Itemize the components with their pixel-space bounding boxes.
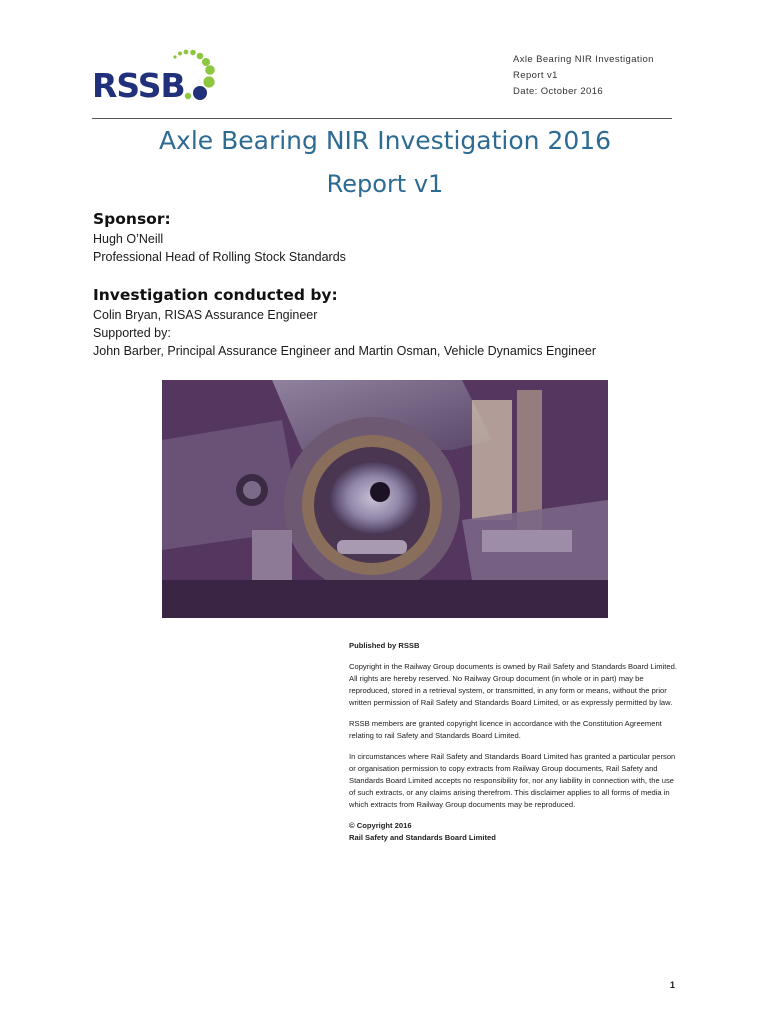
rssb-logo xyxy=(92,48,222,110)
published-by: Published by RSSB xyxy=(349,641,420,650)
copyright-year: © Copyright 2016 xyxy=(349,821,412,830)
company-name: Rail Safety and Standards Board Limited xyxy=(349,833,496,842)
document-title: Axle Bearing NIR Investigation 2016 xyxy=(158,126,612,155)
supporters-text: John Barber, Principal Assurance Engineer and Martin Osman, Vehicle Dynamics Engineer xyxy=(93,344,597,358)
header-title: Axle Bearing NIR Investigation xyxy=(513,54,654,65)
publication-notice xyxy=(349,640,679,844)
axle-bearing-image xyxy=(162,380,608,618)
sponsor-heading: Sponsor: xyxy=(93,210,171,228)
document-header-meta xyxy=(513,52,654,100)
supported-by-label: Supported by: xyxy=(93,326,171,340)
header-date: Date: October 2016 xyxy=(513,86,604,97)
logo-dots-icon xyxy=(92,48,222,110)
sponsor-section xyxy=(93,210,346,266)
investigation-heading: Investigation conducted by: xyxy=(93,286,338,304)
copyright-paragraph: Copyright in the Railway Group documents is owned by Rail Safety and Standards Board Limited. All rights are hereby reserved. No Railway Group document (in whole or in part) may be reproduced, stored in a retrieval system, or transmitted, in any form or means, without the prior written permission of Rail Safety and Standards Board Limited, or as expressly permitted by law. xyxy=(349,662,677,707)
investigation-section xyxy=(93,286,596,360)
axle-bearing-photo xyxy=(162,380,608,618)
sponsor-role: Professional Head of Rolling Stock Standards xyxy=(93,250,346,264)
header-divider xyxy=(92,118,672,119)
investigation-lead: Colin Bryan, RISAS Assurance Engineer xyxy=(93,308,318,322)
sponsor-name: Hugh O’Neill xyxy=(93,232,164,246)
document-subtitle: Report v1 xyxy=(326,170,444,198)
members-paragraph: RSSB members are granted copyright licence in accordance with the Constitution Agreement relating to rail Safety and Standards Board Limited. xyxy=(349,719,662,740)
page-number: 1 xyxy=(670,980,676,990)
rssb-logo-text: RSSB xyxy=(92,66,185,105)
circumstances-paragraph: In circumstances where Rail Safety and Standards Board Limited has granted a particular person or organisation permission to copy extracts from Railway Group documents, Rail Safety and Standards Board Limited accepts no responsibility for, nor any liability in connection with, the use of such extracts, or any claims arising therefrom. This disclaimer applies to all forms of media in which extracts from Railway Group documents may be reproduced. xyxy=(349,752,676,809)
header-version: Report v1 xyxy=(513,70,558,81)
